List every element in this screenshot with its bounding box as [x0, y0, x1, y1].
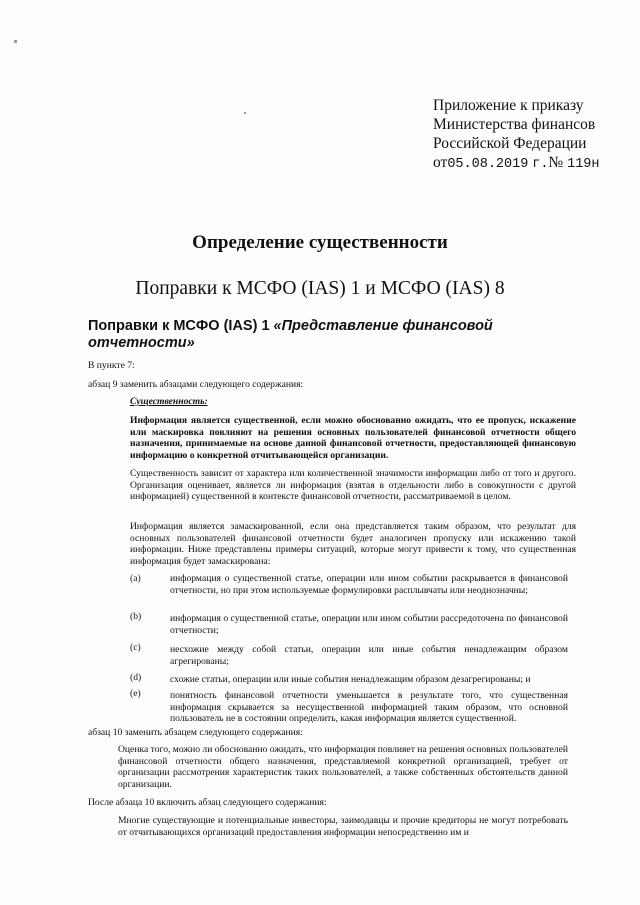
appendix-line-2: Министерства финансов — [433, 116, 596, 133]
after-paragraph-10-instruction: После абзаца 10 включить абзац следующего содержания: — [88, 797, 327, 808]
appendix-header — [433, 96, 600, 174]
number-prefix: № — [548, 154, 564, 171]
list-label-d: (d) — [130, 672, 142, 683]
document-title: Определение существенности — [192, 232, 448, 253]
materiality-paragraph: Существенность зависит от характера или количественной значимости информации либо от того и другого. Организация оценивает, является ли информация (взятая в отдельности либо в совокупности с другой информацией) существенной в контексте финансовой отчетности, рассматриваемой в целом. — [130, 468, 576, 503]
paragraph-10-instruction: абзац 10 заменить абзацем следующего содержания: — [88, 727, 303, 738]
appendix-line-3: Российской Федерации — [433, 135, 587, 152]
date-prefix: от — [433, 154, 448, 171]
paragraph-9-instruction: абзац 9 заменить абзацами следующего содержания: — [88, 379, 304, 390]
list-label-e: (e) — [130, 688, 141, 699]
order-date: 05.08.2019 — [447, 157, 529, 172]
list-label-b: (b) — [130, 611, 142, 622]
list-item-d: схожие статьи, операции или иные события ненадлежащим образом дезагрегированы; и — [170, 674, 531, 685]
section-heading-italic: «Представление финансовой отчетности» — [88, 318, 493, 351]
list-item-a: информация о существенной статье, операции или ином событии раскрывается в финансовой отчетности, но при этом используемые формулировки расплывчаты или неоднозначны; — [170, 573, 568, 596]
appendix-line-1: Приложение к приказу — [433, 97, 584, 114]
list-item-c: несхожие между собой статьи, операции или иные события ненадлежащим образом агрегированы; — [170, 644, 568, 667]
section-heading — [88, 318, 528, 352]
list-label-a: (a) — [130, 573, 141, 584]
investors-paragraph: Многие существующие и потенциальные инвесторы, заимодавцы и прочие кредиторы не могут потребовать от отчитывающихся организаций предоставления информации непосредственно им и — [118, 815, 568, 838]
materiality-term: Существенность: — [130, 396, 208, 407]
point-7-intro: В пункте 7: — [88, 360, 135, 371]
scan-mark — [14, 40, 17, 43]
list-item-e: понятность финансовой отчетности уменьшается в результате того, что существенная информация скрывается за несущественной информацией таким образом, что основной пользователь не в состоянии определить, какая информация является существенной. — [170, 690, 568, 725]
year-suffix: г. — [532, 157, 549, 172]
list-label-c: (c) — [130, 642, 141, 653]
document-subtitle: Поправки к МСФО (IAS) 1 и МСФО (IAS) 8 — [135, 278, 505, 299]
order-number: 119н — [567, 157, 600, 172]
materiality-definition: Информация является существенной, если можно обоснованно ожидать, что ее пропуск, искажение или маскировка повлияют на решения основных пользователей финансовой отчетности общего назначения, принимаемые на основе данной финансовой отчетности, предоставляющей финансовую информацию о конкретной отчитывающейся организации. — [130, 415, 576, 461]
scan-speck — [244, 112, 246, 114]
assessment-paragraph: Оценка того, можно ли обоснованно ожидать, что информация повлияет на решения основных пользователей финансовой отчетности общего назначения, представляемой конкретной организацией, требует от организации рассмотрения характеристик таких пользователей, а также собственных обстоятельств данной организации. — [118, 744, 568, 790]
list-item-b: информация о существенной статье, операции или ином событии рассредоточена по финансовой отчетности; — [170, 613, 568, 636]
masking-paragraph: Информация является замаскированной, если она представляется таким образом, что результат для основных пользователей финансовой отчетности будет аналогичен пропуску или искажению такой информации. Ниже представлены примеры ситуаций, которые могут привести к тому, что существенная информация будет замаскирована: — [130, 521, 576, 567]
appendix-date-line — [433, 153, 600, 174]
section-heading-plain: Поправки к МСФО (IAS) 1 — [88, 318, 270, 334]
